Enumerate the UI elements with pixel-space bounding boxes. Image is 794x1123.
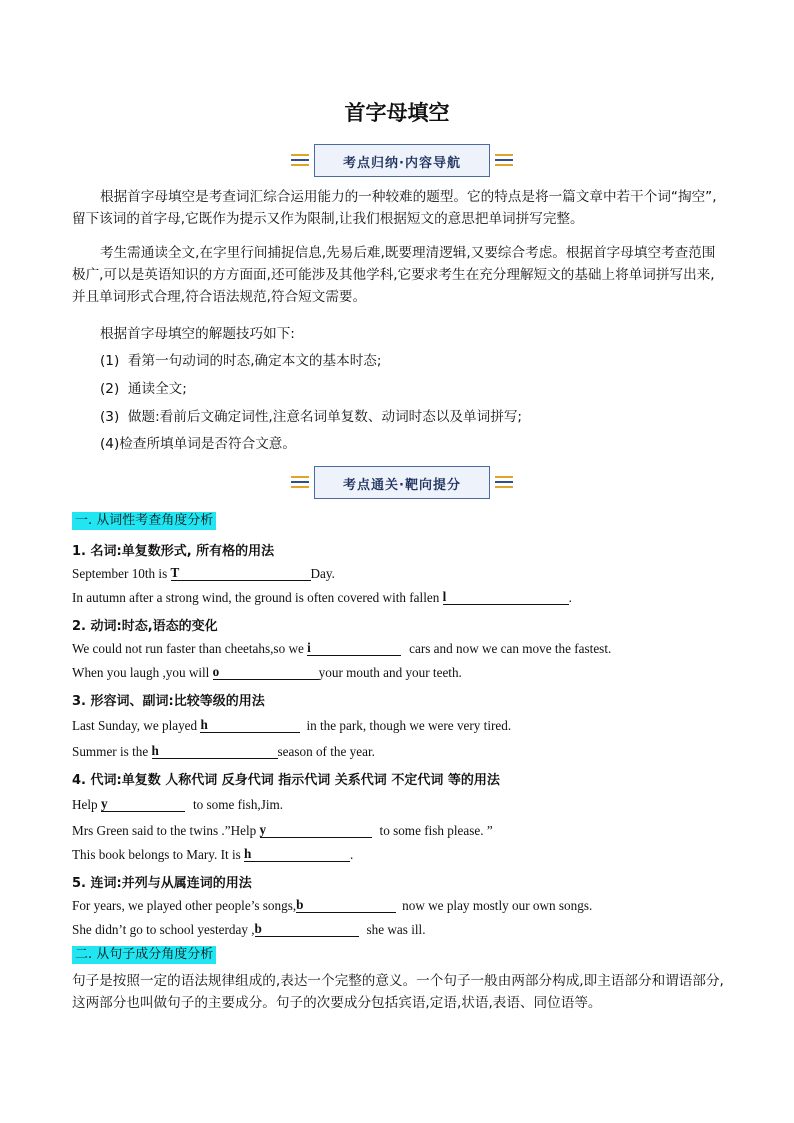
- sentence-a2: In autumn after a strong wind, the ground is often covered with fallen l .: [72, 589, 572, 605]
- sentence-b1: We could not run faster than cheetahs,so we i cars and now we can move the fastest.: [72, 640, 612, 656]
- banner-practice-text: 考点通关·靶向提分: [343, 478, 461, 493]
- blank[interactable]: l: [443, 590, 569, 605]
- step-3: (3) 做题:看前后文确定词性,注意名词单复数、动词时态以及单词拼写;: [100, 409, 523, 425]
- intro-paragraph-1: 根据首字母填空是考查词汇综合运用能力的一种较难的题型。它的特点是将一篇文章中若干个词“掏空”,留下该词的首字母,它既作为提示又作为限制,让我们根据短文的意思把单词拼写完整。: [72, 189, 717, 227]
- sentence-b2: When you laugh ,you will o your mouth and your teeth.: [72, 664, 462, 680]
- step-4: (4)检查所填单词是否符合文意。: [100, 436, 296, 452]
- banner-practice: [314, 466, 490, 499]
- blank[interactable]: b: [255, 922, 359, 937]
- heading-verb: 2. 动词:时态,语态的变化: [72, 619, 218, 634]
- sentence-e1: For years, we played other people’s songs,b now we play mostly our own songs.: [72, 897, 593, 913]
- blank[interactable]: h: [244, 847, 350, 862]
- blank[interactable]: b: [296, 898, 396, 913]
- page-title: 首字母填空: [344, 101, 450, 125]
- banner-left-decoration: [291, 474, 309, 490]
- sentence-d1: Help y to some fish,Jim.: [72, 796, 284, 812]
- sentence-a1: September 10th is T Day.: [72, 565, 335, 581]
- outro-paragraph: 句子是按照一定的语法规律组成的,表达一个完整的意义。一个句子一般由两部分构成,即主语部分和谓语部分,这两部分也叫做句子的主要成分。句子的次要成分包括宾语,定语,状语,表语、同位语等。: [72, 973, 724, 1011]
- sentence-d2: Mrs Green said to the twins .”Help y to some fish please. ”: [72, 822, 493, 838]
- blank[interactable]: o: [213, 665, 319, 680]
- blank[interactable]: i: [307, 641, 401, 656]
- blank[interactable]: y: [260, 823, 372, 838]
- banner-summary-text: 考点归纳·内容导航: [343, 156, 461, 171]
- banner-right-decoration: [495, 152, 513, 168]
- banner-left-decoration: [291, 152, 309, 168]
- step-2: (2) 通读全文;: [100, 381, 187, 397]
- banner-summary: [314, 144, 490, 177]
- sentence-c2: Summer is the h season of the year.: [72, 743, 375, 759]
- section-heading-1: 一. 从词性考查角度分析: [72, 512, 216, 530]
- heading-conjunction: 5. 连词:并列与从属连词的用法: [72, 876, 252, 891]
- sentence-c1: Last Sunday, we played h in the park, though we were very tired.: [72, 717, 512, 733]
- blank[interactable]: T: [171, 566, 311, 581]
- intro-paragraph-2: 考生需通读全文,在字里行间捕捉信息,先易后难,既要理清逻辑,又要综合考虑。根据首字母填空考查范围极广,可以是英语知识的方方面面,还可能涉及其他学科,它要求考生在充分理解短文的基础上将单词拼写出来,并且单词形式合理,符合语法规范,符合短文需要。: [72, 245, 716, 305]
- heading-pronoun: 4. 代词:单复数 人称代词 反身代词 指示代词 关系代词 不定代词 等的用法: [72, 773, 500, 788]
- blank[interactable]: h: [200, 718, 300, 733]
- section-heading-2: 二. 从句子成分角度分析: [72, 946, 216, 964]
- intro-paragraph-3: 根据首字母填空的解题技巧如下:: [100, 326, 295, 342]
- blank[interactable]: y: [101, 797, 185, 812]
- step-1: (1) 看第一句动词的时态,确定本文的基本时态;: [100, 353, 382, 369]
- sentence-d3: This book belongs to Mary. It is h .: [72, 846, 354, 862]
- heading-noun: 1. 名词:单复数形式, 所有格的用法: [72, 544, 275, 559]
- banner-right-decoration: [495, 474, 513, 490]
- heading-adjective-adverb: 3. 形容词、副词:比较等级的用法: [72, 694, 265, 709]
- blank[interactable]: h: [152, 744, 278, 759]
- sentence-e2: She didn’t go to school yesterday ,b she was ill.: [72, 921, 426, 937]
